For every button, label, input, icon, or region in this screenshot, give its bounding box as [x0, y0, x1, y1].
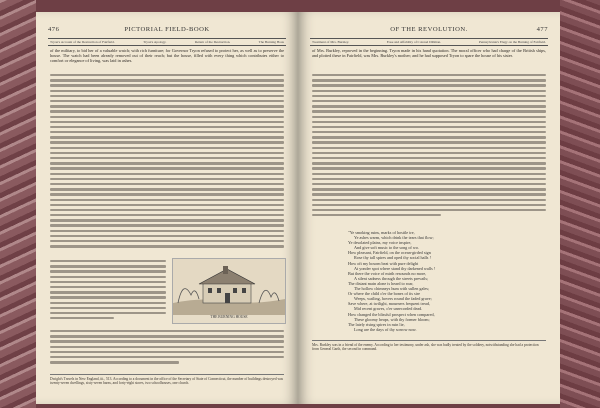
left-subhead	[48, 38, 286, 46]
left-body-text-block	[50, 74, 284, 254]
text-line	[50, 173, 284, 175]
poem-line: The hollow chimneys hum with sullen gales;	[354, 286, 430, 292]
poem-line: Or where the child o'er the bones of its sire	[348, 291, 421, 297]
text-line	[50, 95, 284, 97]
text-line	[312, 74, 546, 76]
left-text-lines	[50, 74, 284, 250]
left-page-number: 476	[48, 26, 60, 33]
text-line	[50, 199, 284, 201]
text-line	[50, 302, 166, 304]
right-page-number: 477	[536, 26, 548, 33]
text-line	[312, 79, 546, 81]
text-line	[50, 312, 166, 314]
burning-house-illustration	[172, 258, 286, 324]
poem-line: Mid recent graves, o'er unrecorded dead.	[354, 306, 423, 312]
poem-line: "Ye smoking ruins, marks of hostile ire,	[348, 230, 415, 235]
text-line	[50, 307, 166, 309]
elegy-poem	[348, 230, 520, 332]
text-line	[50, 178, 284, 180]
text-line	[50, 126, 284, 128]
left-footnote: Dwight's Travels in New England, iii., 513. According to a document in the office of the Secretary of State of Connecticut, the number of buildings destroyed was twenty-seven dwellings, sixty-seven barns, and forty-eight stores, two schoolhouses, one church.	[50, 374, 284, 386]
text-line	[50, 167, 284, 169]
poem-line: How oft my bosom beat with pure delight	[348, 260, 419, 266]
text-line	[312, 178, 546, 180]
text-line	[50, 351, 284, 353]
text-line	[312, 131, 546, 133]
text-line	[312, 90, 546, 92]
text-line	[312, 162, 546, 164]
text-line	[50, 90, 284, 92]
text-line	[50, 84, 284, 86]
text-line	[312, 84, 546, 86]
text-line	[50, 281, 166, 283]
poem-line: Ye desolated plains, my voice inspire,	[348, 240, 412, 246]
text-line	[312, 199, 546, 201]
left-opening-text: of the military, to bid her of a valuable watch; with rich furniture; for Governor Tryon refused to protect her, as well as to preserve the house. The watch had been already removed out of their reach; but the house, filled with every thing which contributes either to comfort or elegance of living, was laid in ashes.	[50, 48, 284, 64]
text-line	[50, 286, 166, 288]
text-line	[312, 209, 546, 211]
poem-line: Long are the days of thy sorrow now.	[354, 326, 417, 332]
text-line	[50, 356, 284, 358]
text-line	[50, 147, 284, 149]
left-body-text-beside-figure	[50, 260, 166, 326]
text-line	[50, 204, 284, 206]
text-line	[312, 157, 546, 159]
text-line	[50, 346, 284, 348]
poem-line: Weeps, wailing, hovers round the faded grave;	[354, 296, 432, 302]
right-subhead-1: Treatment of Mrs. Burnley.	[312, 40, 350, 44]
right-marbled-edge	[560, 0, 600, 408]
text-line	[312, 204, 546, 206]
right-running-head	[310, 26, 548, 34]
text-line	[312, 126, 546, 128]
poem-line: The distant main alone is heard to roar,	[348, 280, 414, 286]
text-line	[50, 157, 284, 159]
figure-caption: THE BURNING HOUSE	[210, 315, 248, 319]
text-line	[50, 291, 166, 293]
left-subhead-3: Return of the Destruction.	[194, 40, 231, 44]
text-line	[312, 105, 546, 107]
text-line	[50, 240, 284, 242]
text-line	[312, 152, 546, 154]
house-engraving-icon	[173, 259, 285, 315]
right-subhead	[310, 38, 548, 46]
poem-line: The lately rising spires in ruin lie,	[348, 321, 405, 327]
text-line	[50, 209, 284, 211]
right-subhead-2: Ease and Affability of Colonel Dillman.	[386, 40, 442, 44]
text-line	[50, 121, 284, 123]
poem-line: But there the voice of mirth resounds no more,	[348, 270, 427, 276]
text-line	[50, 330, 284, 332]
left-text-lines-lower	[50, 330, 284, 366]
text-line	[50, 136, 284, 138]
text-line	[50, 260, 166, 262]
text-line	[50, 270, 166, 272]
text-line	[50, 361, 179, 363]
text-line	[50, 141, 284, 143]
text-line	[50, 340, 284, 342]
text-line	[312, 141, 546, 143]
text-line	[50, 183, 284, 185]
text-line	[312, 95, 546, 97]
text-line	[50, 193, 284, 195]
text-line	[50, 235, 284, 237]
text-line	[312, 136, 546, 138]
poem-line: A silent sadness through the streets prevails;	[354, 275, 429, 281]
text-line	[312, 147, 546, 149]
poem-line: Rose thy tall spires and oped thy social halls !	[354, 255, 431, 261]
text-line	[312, 193, 546, 195]
text-line	[50, 100, 284, 102]
text-line	[50, 230, 284, 232]
text-line	[312, 167, 546, 169]
text-line	[50, 245, 284, 247]
right-text-lines	[312, 74, 546, 219]
poem-line: These gloomy heaps, with thy former bloom;	[354, 316, 430, 322]
text-line	[312, 214, 441, 216]
poem-line: Ye ashes warm, which drink the tears that flow;	[354, 235, 434, 241]
text-line	[50, 276, 166, 278]
text-line	[50, 296, 166, 298]
left-running-title: PICTORIAL FIELD-BOOK	[124, 26, 210, 33]
left-running-head	[48, 26, 286, 34]
left-text-lines-short	[50, 260, 166, 322]
text-line	[50, 265, 166, 267]
poem-line: How pleasant, Fairfield, on the ocean-girded sign	[348, 250, 431, 256]
text-line	[50, 152, 284, 154]
text-line	[50, 116, 284, 118]
text-line	[50, 131, 284, 133]
text-line	[50, 219, 284, 221]
text-line	[50, 224, 284, 226]
text-line	[50, 335, 284, 337]
text-line	[50, 110, 284, 112]
right-page	[298, 12, 560, 404]
text-line	[312, 100, 546, 102]
right-running-title: OF THE REVOLUTION.	[390, 26, 468, 33]
left-subhead-4: The Burning Hous	[258, 40, 284, 44]
text-line	[50, 162, 284, 164]
poem-line: And give soft music to the song of wo.	[354, 245, 420, 251]
right-footnote: Mrs. Burkley was in a friend of the enemy. According to her testimony, under ash, she was badly treated by the soldiery, notwithstanding she had a protection from General Garth, the second in command.	[312, 340, 546, 352]
text-line	[312, 121, 546, 123]
text-line	[312, 173, 546, 175]
left-page	[36, 12, 298, 404]
text-line	[50, 317, 114, 319]
text-line	[50, 105, 284, 107]
poem-line: Save where, at twilight, mourners frequent tread,	[348, 301, 430, 307]
right-body-text-block	[312, 74, 546, 224]
text-line	[312, 110, 546, 112]
text-line	[50, 74, 284, 76]
text-line	[312, 188, 546, 190]
right-opening-text: of Mrs. Burkley, reproved in the beginning. Tryon made in his hand quotation. The moral officer who had charge of the British ships, and plotted these in Fairfield, was Mrs. Burkley's mother; and he had supposed Tryon to spare the house of his sister.	[312, 48, 546, 59]
text-line	[50, 79, 284, 81]
left-marbled-edge	[0, 0, 36, 408]
text-line	[50, 188, 284, 190]
left-subhead-2: Tryon's Apology.	[143, 40, 167, 44]
text-line	[50, 214, 284, 216]
text-line	[312, 183, 546, 185]
left-subhead-1: Tryon's Account of the Destruction of Fairfield.	[50, 40, 115, 44]
text-line	[312, 116, 546, 118]
right-subhead-3: Pennsylvania's Elegy on the Burning of Fairfield.	[478, 40, 546, 44]
left-lower-text	[50, 330, 284, 370]
poem-line: How changed the blissful prospect when compared,	[348, 311, 435, 317]
poem-line: At yonder spot where stand thy darkened walls !	[354, 265, 436, 271]
